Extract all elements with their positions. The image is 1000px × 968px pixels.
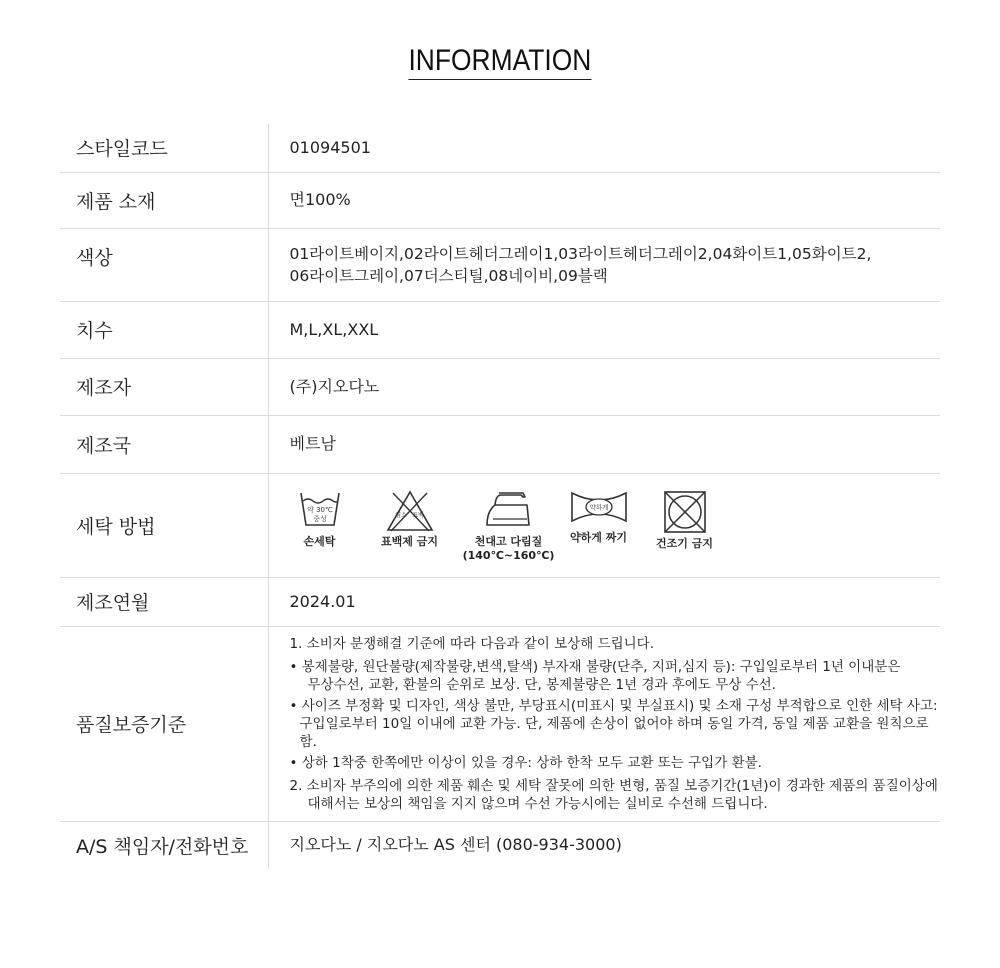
quality-bullet-2a: • 사이즈 부정확 및 디자인, 색상 불만, 부당표시(미표시 및 부실표시) 및 소재 구성 부적합으로 인한 세탁 사고: — [289, 697, 938, 714]
quality-point-2a: 2. 소비자 부주의에 의한 제품 훼손 및 세탁 잘못에 의한 변형, 품질 보증기간(1년)이 경과한 제품의 품질이상에 — [289, 777, 938, 794]
row-date — [60, 577, 940, 626]
title-area — [0, 0, 1000, 80]
country-label: 제조국 — [60, 415, 268, 473]
row-country — [60, 415, 940, 473]
size-value: M,L,XL,XXL — [268, 301, 940, 358]
care-no-bleach — [365, 489, 455, 549]
gentle-wring-text: 약하게 — [589, 503, 608, 512]
style-code-value: 01094501 — [268, 124, 940, 172]
care-icons — [275, 487, 941, 563]
page-title: INFORMATION — [409, 44, 592, 80]
care-iron — [455, 489, 563, 563]
quality-bullet-1a: • 봉제불량, 원단불량(제작불량,변색,탈색) 부자재 불량(단추, 지퍼,심지 등): 구입일로부터 1년 이내분은 — [289, 658, 901, 675]
hand-wash-temp: 약 30℃ — [306, 506, 333, 514]
hand-wash-neutral: 중성 — [312, 515, 327, 523]
quality-text — [290, 627, 941, 821]
country-value: 베트남 — [268, 415, 940, 473]
maker-value: (주)지오다노 — [268, 358, 940, 415]
hand-wash-icon — [298, 489, 342, 529]
row-material — [60, 172, 940, 228]
maker-label: 제조자 — [60, 358, 268, 415]
quality-value — [268, 626, 940, 821]
washing-label: 세탁 방법 — [60, 473, 268, 577]
no-dryer-caption: 건조기 금지 — [656, 537, 713, 550]
size-label: 치수 — [60, 301, 268, 358]
color-label: 색상 — [60, 228, 268, 301]
hand-wash-caption: 손세탁 — [303, 535, 336, 548]
color-line-1: 01라이트베이지,02라이트헤더그레이1,03라이트헤더그레이2,04화이트1,05화이트2, — [289, 244, 872, 263]
date-value: 2024.01 — [268, 577, 940, 626]
bleach-chlorine-text: 염소 — [394, 512, 407, 519]
bleach-bleach-text: 표백 — [411, 512, 424, 519]
color-value — [268, 228, 940, 301]
no-bleach-caption: 표백제 금지 — [381, 535, 438, 548]
care-hand-wash — [275, 489, 365, 549]
material-value: 면100% — [268, 172, 940, 228]
iron-icon — [483, 489, 535, 529]
style-code-label: 스타일코드 — [60, 124, 268, 172]
product-info-table — [60, 124, 940, 869]
care-gentle-wring — [563, 489, 635, 545]
row-size — [60, 301, 940, 358]
row-as — [60, 821, 940, 869]
care-no-dryer — [635, 489, 735, 551]
as-value: 지오다노 / 지오다노 AS 센터 (080-934-3000) — [268, 821, 940, 869]
quality-point-2b: 대해서는 보상의 책임을 지지 않으며 수선 가능시에는 실비로 수선해 드립니다. — [307, 795, 768, 812]
gentle-wring-icon — [569, 489, 629, 525]
washing-value — [268, 473, 940, 577]
quality-point-1: 1. 소비자 분쟁해결 기준에 따라 다음과 같이 보상해 드립니다. — [289, 635, 654, 652]
color-line-2: 06라이트그레이,07더스티틸,08네이비,09블랙 — [289, 266, 608, 285]
quality-label: 품질보증기준 — [60, 626, 268, 821]
date-label: 제조연월 — [60, 577, 268, 626]
material-label: 제품 소재 — [60, 172, 268, 228]
row-maker — [60, 358, 940, 415]
no-bleach-icon — [385, 489, 435, 533]
as-label: A/S 책임자/전화번호 — [76, 835, 249, 858]
row-quality — [60, 626, 940, 821]
quality-bullet-1b: 무상수선, 교환, 환불의 순위로 보상. 단, 봉제불량은 1년 경과 후에도 무상 수선. — [307, 676, 776, 693]
row-washing — [60, 473, 940, 577]
row-style-code — [60, 124, 940, 172]
iron-caption: 천대고 다림질 (140℃~160℃) — [462, 535, 555, 562]
quality-bullet-3: • 상하 1착중 한쪽에만 이상이 있을 경우: 상하 한착 모두 교환 또는 구입가 환불. — [289, 754, 762, 771]
quality-bullet-2b: 구입일로부터 10일 이내에 교환 가능. 단, 제품에 손상이 없어야 하며 동일 가격, 동일 제품 교환을 원칙으로 함. — [299, 715, 929, 750]
gentle-wring-caption: 약하게 짜기 — [570, 531, 627, 544]
row-color — [60, 228, 940, 301]
no-dryer-icon — [662, 489, 708, 535]
